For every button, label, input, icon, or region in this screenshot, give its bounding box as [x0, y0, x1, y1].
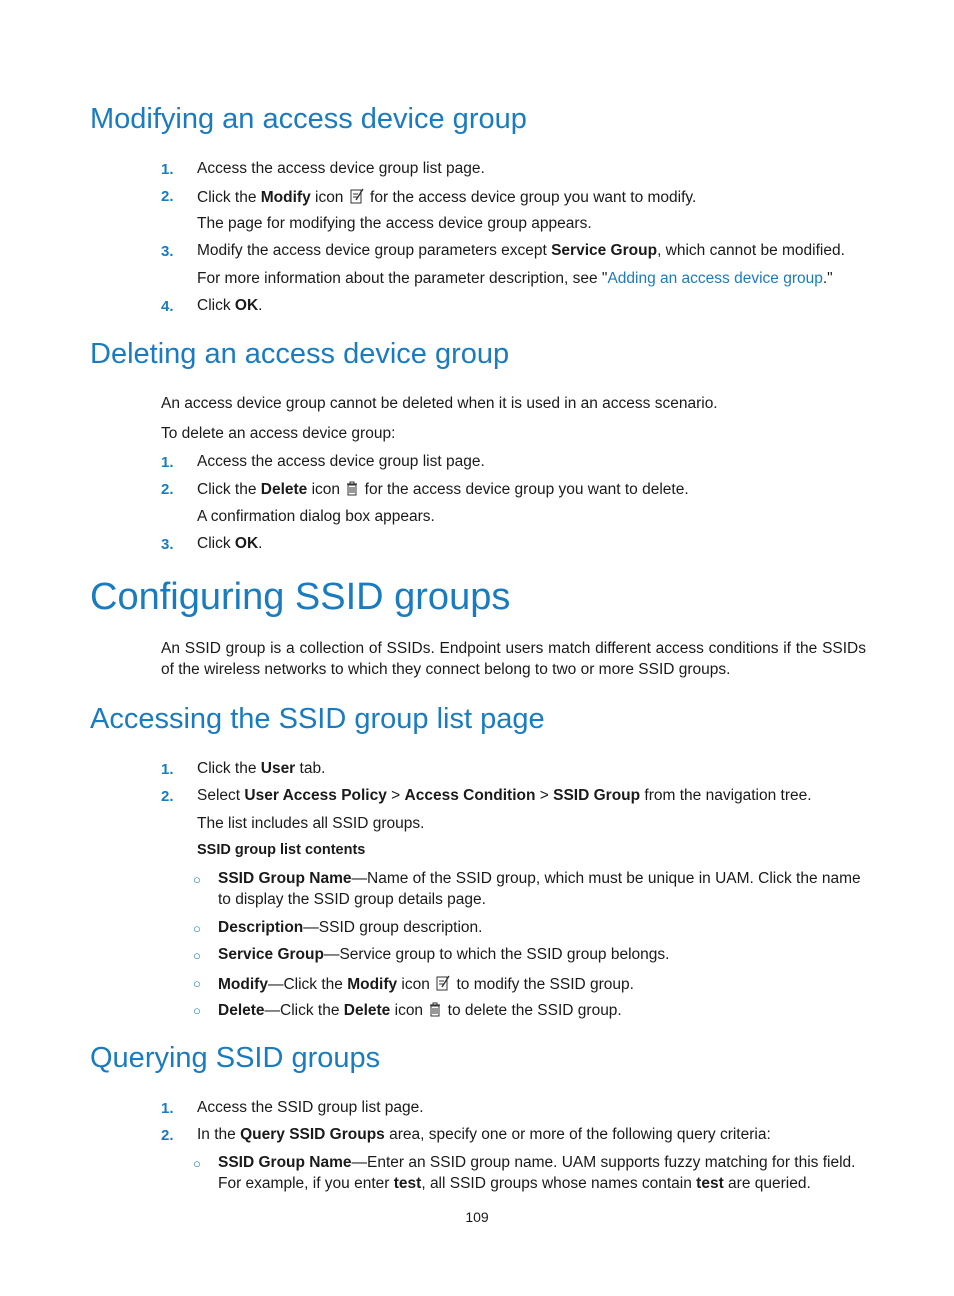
step-number: 2.	[161, 788, 174, 805]
list-item: Description—SSID group description.	[218, 919, 483, 936]
step-text: Select User Access Policy > Access Condition > SSID Group from the navigation tree.	[197, 787, 812, 804]
step-number: 1.	[161, 761, 174, 778]
page-number: 109	[465, 1209, 489, 1225]
step-note: A confirmation dialog box appears.	[197, 508, 435, 525]
modify-icon	[350, 188, 364, 208]
list-heading: SSID group list contents	[197, 842, 366, 858]
step-text: Click the Delete icon for the access device group you want to delete.	[197, 481, 689, 498]
step-number: 4.	[161, 298, 174, 315]
delete-icon	[346, 481, 358, 500]
paragraph: An SSID group is a collection of SSIDs. Endpoint users match different access conditions if the SSIDs of the wireless networks to which they connect belong to two or more SSID groups.	[161, 640, 866, 678]
step-text: Click OK.	[197, 297, 263, 314]
bullet-icon: ○	[193, 976, 201, 991]
bullet-icon: ○	[193, 921, 201, 936]
step-text: Click the User tab.	[197, 760, 326, 777]
step-note: The page for modifying the access device group appears.	[197, 215, 592, 232]
step-number: 1.	[161, 161, 174, 178]
step-text: Modify the access device group parameters except Service Group, which cannot be modified.	[197, 242, 845, 259]
step-text: Click the Modify icon for the access device group you want to modify.	[197, 189, 697, 206]
step-number: 2.	[161, 1127, 174, 1144]
bullet-icon: ○	[193, 1003, 201, 1018]
paragraph: To delete an access device group:	[161, 425, 396, 442]
modify-icon	[436, 975, 450, 995]
list-item: Modify—Click the Modify icon to modify the SSID group.	[218, 976, 634, 993]
delete-icon	[429, 1002, 441, 1021]
step-text: Access the access device group list page.	[197, 453, 485, 470]
step-number: 1.	[161, 454, 174, 471]
step-text: Access the SSID group list page.	[197, 1099, 424, 1116]
step-note: For more information about the parameter description, see "Adding an access device group."	[197, 270, 833, 287]
step-text: Click OK.	[197, 535, 263, 552]
section-title-delete: Deleting an access device group	[90, 338, 510, 370]
bullet-icon: ○	[193, 948, 201, 963]
step-text: Access the access device group list page.	[197, 160, 485, 177]
list-item: SSID Group Name—Name of the SSID group, which must be unique in UAM. Click the name to display the SSID group details page.	[218, 870, 861, 908]
chapter-title-configuring-ssid-groups: Configuring SSID groups	[90, 576, 511, 618]
section-title-modify: Modifying an access device group	[90, 103, 527, 135]
step-number: 2.	[161, 481, 174, 498]
step-number: 3.	[161, 243, 174, 260]
step-note: The list includes all SSID groups.	[197, 815, 425, 832]
link-adding-access-device-group[interactable]: Adding an access device group	[607, 270, 823, 287]
list-item: SSID Group Name—Enter an SSID group name. UAM supports fuzzy matching for this field. For example, if you enter test, all SSID groups whose names contain test are queried.	[218, 1154, 856, 1192]
section-title-querying-ssid-groups: Querying SSID groups	[90, 1042, 381, 1074]
step-number: 3.	[161, 536, 174, 553]
section-title-accessing-ssid-group-list: Accessing the SSID group list page	[90, 703, 545, 735]
bullet-icon: ○	[193, 872, 201, 887]
list-item: Service Group—Service group to which the SSID group belongs.	[218, 946, 670, 963]
step-number: 2.	[161, 188, 174, 205]
step-number: 1.	[161, 1100, 174, 1117]
step-text: In the Query SSID Groups area, specify one or more of the following query criteria:	[197, 1126, 771, 1143]
bullet-icon: ○	[193, 1156, 201, 1171]
paragraph: An access device group cannot be deleted when it is used in an access scenario.	[161, 395, 718, 412]
list-item: Delete—Click the Delete icon to delete the SSID group.	[218, 1002, 622, 1019]
